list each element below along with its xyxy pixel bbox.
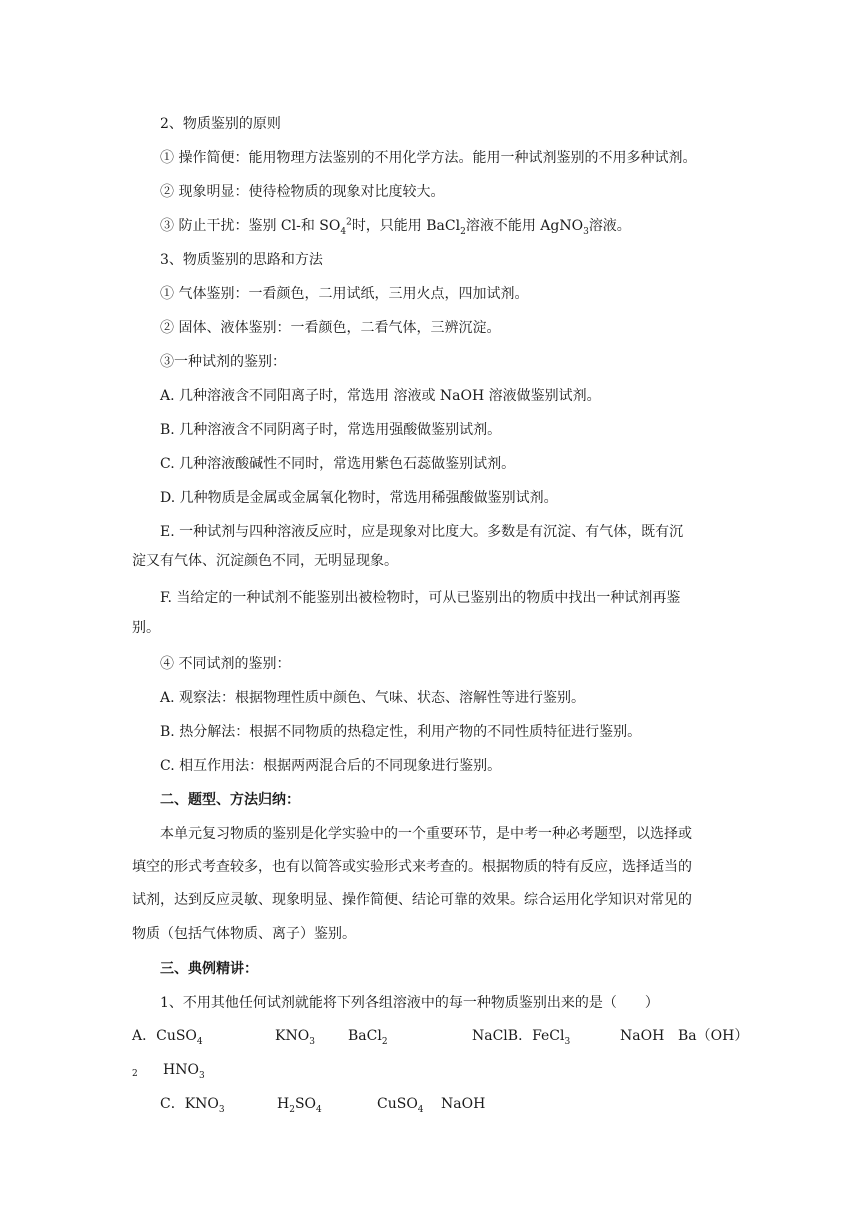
diff-reagent-a: A. 观察法：根据物理性质中颜色、气味、状态、溶解性等进行鉴别。: [160, 690, 586, 706]
option-c-naoh: NaOH: [441, 1096, 486, 1112]
option-b-hno3: $HNO_3$: [163, 1062, 205, 1081]
section2-line3: 试剂，达到反应灵敏、现象明显、操作简便、结论可靠的效果。综合运用化学知识对常见的: [132, 892, 692, 908]
diff-reagent-b: B. 热分解法：根据不同物质的热稳定性，利用产物的不同性质特征进行鉴别。: [160, 724, 642, 740]
principle-2: ② 现象明显：使待检物质的现象对比度较大。: [160, 184, 445, 200]
methods-heading: 3、物质鉴别的思路和方法: [160, 252, 323, 268]
one-reagent-e-line1: E. 一种试剂与四种溶液反应时，应是现象对比度大。多数是有沉淀、有气体，既有沉: [160, 524, 684, 540]
question-1: 1、不用其他任何试剂就能将下列各组溶液中的每一种物质鉴别出来的是（ ）: [160, 995, 659, 1011]
option-c-kno3: C．$KNO_3$: [160, 1096, 225, 1115]
option-a-cuso4: A．CuSO$_4$: [132, 1028, 203, 1047]
section2-heading: 二、题型、方法归纳：: [160, 792, 300, 808]
option-c-h2so4: $H_2SO_4$: [277, 1096, 322, 1115]
method-gas: ① 气体鉴别：一看颜色，二用试纸，三用火点，四加试剂。: [160, 286, 529, 302]
principle-3: ③ 防止干扰：鉴别 Cl-和 $SO_4^2$时，只能用 BaCl$_2$溶液不能用 AgNO$_3$溶液。: [160, 217, 631, 237]
option-b-fecl3: NaClB．FeCl$_3$: [472, 1028, 571, 1047]
diff-reagent-c: C. 相互作用法：根据两两混合后的不同现象进行鉴别。: [160, 758, 502, 774]
one-reagent-heading: ③一种试剂的鉴别：: [160, 354, 286, 370]
diff-reagent-heading: ④ 不同试剂的鉴别：: [160, 656, 291, 672]
section2-line4: 物质（包括气体物质、离子）鉴别。: [132, 926, 356, 942]
section2-line1: 本单元复习物质的鉴别是化学实验中的一个重要环节，是中考一种必考题型，以选择或: [160, 826, 692, 842]
principle-1: ① 操作简便：能用物理方法鉴别的不用化学方法。能用一种试剂鉴别的不用多种试剂。: [160, 150, 697, 166]
option-b-baoh: Ba（OH）: [678, 1028, 749, 1044]
one-reagent-f-line2: 别。: [132, 620, 160, 636]
one-reagent-c: C. 几种溶液酸碱性不同时，常选用紫色石蕊做鉴别试剂。: [160, 456, 516, 472]
option-a-kno3: $KNO_3$: [275, 1028, 315, 1047]
one-reagent-a: A. 几种溶液含不同阳离子时，常选用 溶液或 NaOH 溶液做鉴别试剂。: [160, 388, 601, 404]
one-reagent-d: D. 几种物质是金属或金属氧化物时，常选用稀强酸做鉴别试剂。: [160, 490, 558, 506]
principles-heading: 2、物质鉴别的原则: [160, 116, 281, 132]
section3-heading: 三、典例精讲：: [160, 961, 258, 977]
one-reagent-f-line1: F. 当给定的一种试剂不能鉴别出被检物时，可从已鉴别出的物质中找出一种试剂再鉴: [160, 590, 681, 606]
option-a-bacl2: BaCl$_2$: [348, 1028, 388, 1047]
one-reagent-b: B. 几种溶液含不同阴离子时，常选用强酸做鉴别试剂。: [160, 422, 502, 438]
section2-line2: 填空的形式考查较多，也有以简答或实验形式来考查的。根据物质的特有反应，选择适当的: [132, 859, 692, 875]
option-b-naoh: NaOH: [620, 1028, 665, 1044]
method-solid: ② 固体、液体鉴别：一看颜色，二看气体，三辨沉淀。: [160, 320, 501, 336]
option-b-baoh-sub: 2: [132, 1069, 138, 1079]
option-c-cuso4: CuSO$_4$: [377, 1096, 424, 1115]
one-reagent-e-line2: 淀又有气体、沉淀颜色不同，无明显现象。: [132, 553, 398, 569]
